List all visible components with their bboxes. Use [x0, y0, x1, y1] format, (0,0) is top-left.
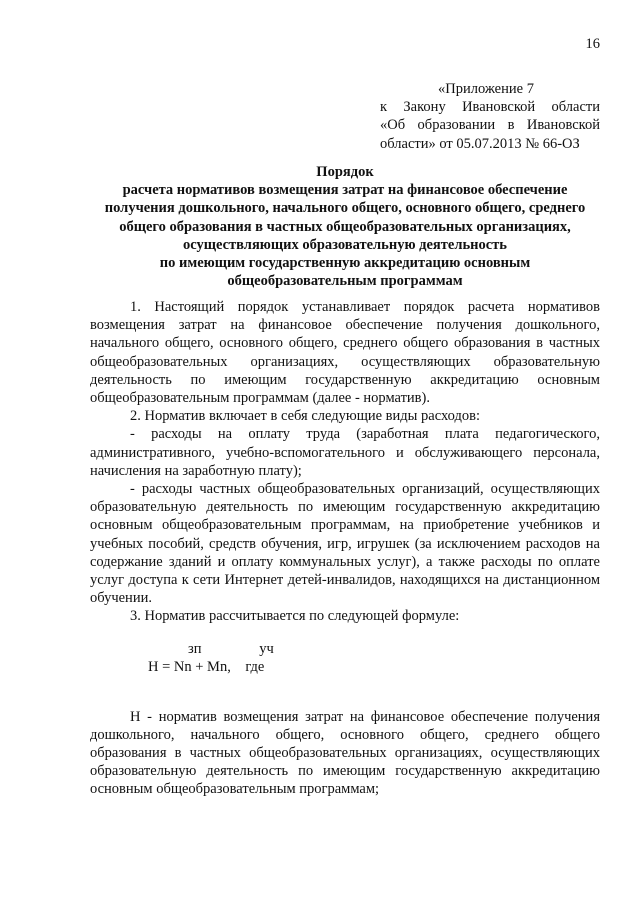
- paragraph-4: - расходы частных общеобразовательных организаций, осуществляющих образовательную деятельность по имеющим государственную аккредитацию основным общеобразовательным программам, на приобретение учебников и учебных пособий, средств обучения, игр, игрушек (за исключением расходов на содержание зданий и оплату коммунальных услуг), а также расходы по оплате услуг доступа к сети Интернет детей-инвалидов, находящихся на дистанционном обучении.: [90, 481, 600, 607]
- definition-paragraph: Н - норматив возмещения затрат на финансовое обеспечение получения дошкольного, начального общего, основного общего, среднего общего образования в частных общеобразовательных организациях, осуществляющих образовательную деятельность по имеющим государственную аккредитацию основным общеобразовательным программам;: [90, 708, 600, 798]
- appendix-line-2: к Закону Ивановской области: [380, 99, 600, 116]
- appendix-reference: [380, 80, 600, 153]
- title-line-7: общеобразовательным программам: [227, 273, 463, 290]
- formula: [148, 640, 600, 676]
- title-line-4: общего образования в частных общеобразовательных организациях,: [119, 218, 571, 235]
- title-line-1: Порядок: [316, 164, 374, 180]
- paragraph-2: 2. Норматив включает в себя следующие виды расходов:: [130, 408, 480, 425]
- appendix-line-1: «Приложение 7: [438, 81, 534, 97]
- title-line-2: расчета нормативов возмещения затрат на финансовое обеспечение: [122, 182, 568, 199]
- page-number: 16: [585, 36, 600, 52]
- document-title: [90, 163, 600, 290]
- title-line-3: получения дошкольного, начального общего, основного общего, среднего: [104, 200, 586, 217]
- appendix-line-3: «Об образовании в Ивановской: [380, 117, 600, 134]
- appendix-line-4: области» от 05.07.2013 № 66-ОЗ: [380, 135, 580, 152]
- paragraph-5: 3. Норматив рассчитывается по следующей формуле:: [130, 608, 460, 625]
- document-body: [90, 298, 600, 799]
- title-line-6: по имеющим государственную аккредитацию основным: [159, 255, 531, 272]
- paragraph-1: 1. Настоящий порядок устанавливает порядок расчета нормативов возмещения затрат на финансовое обеспечение получения дошкольного, начального общего, основного общего, среднего общего образования в частных общеобразовательных организациях, осуществляющих образовательную деятельность по имеющим государственную аккредитацию основным общеобразовательным программам (далее - норматив).: [90, 299, 600, 407]
- paragraph-3: - расходы на оплату труда (заработная плата педагогического, административного, учебно-вспомогательного и обслуживающего персонала, начисления на заработную плату);: [90, 426, 600, 479]
- formula-superscripts: зп уч: [188, 640, 274, 657]
- title-line-5: осуществляющих образовательную деятельность: [183, 236, 507, 253]
- formula-expression: Н = Nn + Мn, где: [148, 658, 265, 675]
